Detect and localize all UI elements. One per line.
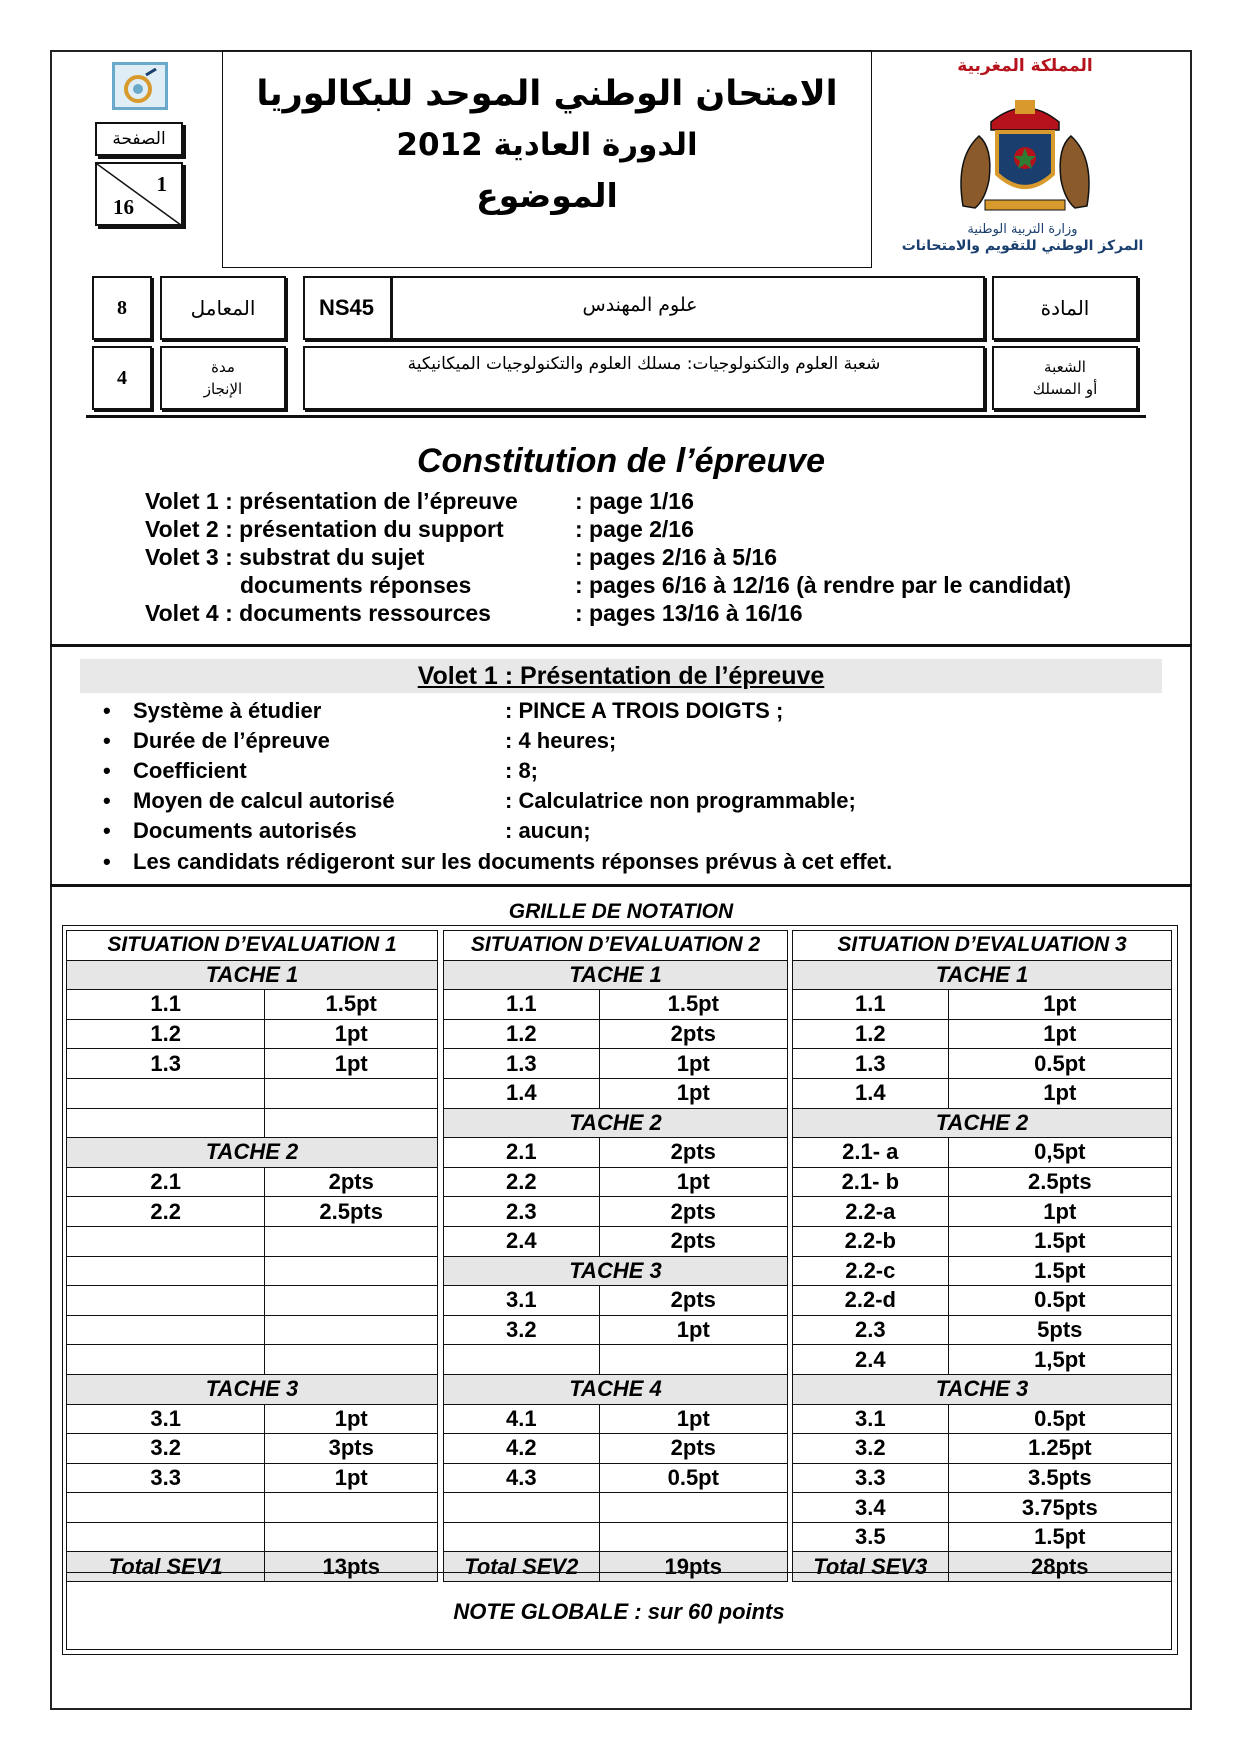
question-cell: 4.3 xyxy=(444,1463,600,1493)
question-cell: 2.2 xyxy=(444,1167,600,1197)
table-row xyxy=(444,1078,788,1108)
points-cell: 2pts xyxy=(599,1197,787,1227)
points-cell xyxy=(599,1493,787,1523)
points-cell: 1pt xyxy=(599,1167,787,1197)
points-cell: 0.5pt xyxy=(948,1286,1171,1316)
points-cell: 2pts xyxy=(599,1286,787,1316)
table-row xyxy=(793,990,1172,1020)
exam-session: الدورة العادية 2012 xyxy=(396,127,698,163)
table-row xyxy=(67,1226,438,1256)
question-cell: 2.1 xyxy=(67,1167,265,1197)
exam-title: الامتحان الوطني الموحد للبكالوريا xyxy=(256,74,838,114)
constitution-row xyxy=(145,515,694,543)
points-cell: 0,5pt xyxy=(948,1138,1171,1168)
table-row xyxy=(67,990,438,1020)
constitution-row-value: : page 2/16 xyxy=(575,516,694,542)
task-label: TACHE 2 xyxy=(793,1108,1172,1138)
task-header-row xyxy=(67,1374,438,1404)
question-cell: 1.1 xyxy=(793,990,949,1020)
task-label: TACHE 1 xyxy=(444,960,788,990)
table-row xyxy=(444,1315,788,1345)
points-cell: 1pt xyxy=(265,1019,438,1049)
table-row xyxy=(444,1345,788,1375)
header-rule xyxy=(86,415,1146,418)
question-cell: 1.2 xyxy=(793,1019,949,1049)
grille-title: GRILLE DE NOTATION xyxy=(508,900,734,923)
question-cell: 2.1 xyxy=(444,1138,600,1168)
points-cell: 2pts xyxy=(599,1434,787,1464)
task-label: TACHE 3 xyxy=(444,1256,788,1286)
table-row xyxy=(793,1078,1172,1108)
list-item-value: Les candidats rédigeront sur les documents réponses prévus à cet effet. xyxy=(133,849,893,874)
ministry-label xyxy=(895,222,1150,254)
table-row xyxy=(67,1522,438,1552)
exam-title-box xyxy=(222,50,872,268)
table-row xyxy=(444,1434,788,1464)
list-item-value: : 8; xyxy=(505,758,538,783)
branch-label xyxy=(992,346,1138,410)
points-cell: 1,5pt xyxy=(948,1345,1171,1375)
grid-heading-row xyxy=(67,931,438,961)
question-cell: 3.2 xyxy=(67,1434,265,1464)
constitution-row-value: : pages 2/16 à 5/16 xyxy=(575,544,778,570)
task-label: TACHE 3 xyxy=(67,1374,438,1404)
constitution-row-label: Volet 3 : substrat du sujet xyxy=(145,544,425,570)
list-item: • Système à étudier : PINCE A TROIS DOIGTS ; xyxy=(103,696,783,726)
question-cell: 2.2-b xyxy=(793,1226,949,1256)
table-row xyxy=(793,1463,1172,1493)
section-separator xyxy=(50,644,1192,647)
question-cell: 3.1 xyxy=(793,1404,949,1434)
exam-code: NS45 xyxy=(303,276,393,340)
table-row xyxy=(67,1078,438,1108)
list-item: • Coefficient : 8; xyxy=(103,756,538,786)
coefficient-label: المعامل xyxy=(160,276,286,340)
table-row xyxy=(793,1404,1172,1434)
question-cell: 3.3 xyxy=(793,1463,949,1493)
list-item-value: : Calculatrice non programmable; xyxy=(505,788,856,813)
question-cell: 1.3 xyxy=(67,1049,265,1079)
table-row xyxy=(67,1286,438,1316)
points-cell: 1pt xyxy=(599,1315,787,1345)
subject-label: المادة xyxy=(992,276,1138,340)
question-cell xyxy=(67,1108,265,1138)
points-cell: 1pt xyxy=(265,1049,438,1079)
list-item-label: Système à étudier xyxy=(133,698,322,723)
list-item: • Durée de l’épreuve : 4 heures; xyxy=(103,726,616,756)
task-header-row xyxy=(67,1138,438,1168)
task-label: TACHE 2 xyxy=(67,1138,438,1168)
points-cell: 1pt xyxy=(948,1078,1171,1108)
duration-label-2: الإنجاز xyxy=(203,380,243,398)
table-row xyxy=(793,1049,1172,1079)
table-row xyxy=(793,1019,1172,1049)
points-cell: 1.25pt xyxy=(948,1434,1171,1464)
task-header-row xyxy=(444,960,788,990)
points-cell: 1.5pt xyxy=(948,1256,1171,1286)
question-cell xyxy=(67,1522,265,1552)
table-row xyxy=(67,1108,438,1138)
points-cell: 1pt xyxy=(265,1404,438,1434)
task-label: TACHE 1 xyxy=(67,960,438,990)
volet1-title xyxy=(80,660,1162,692)
table-row xyxy=(67,1493,438,1523)
table-row xyxy=(793,1256,1172,1286)
points-cell: 2pts xyxy=(599,1138,787,1168)
page-number-box xyxy=(95,162,183,226)
task-label: TACHE 4 xyxy=(444,1374,788,1404)
table-row xyxy=(444,1522,788,1552)
question-cell xyxy=(67,1315,265,1345)
subject-name: علوم المهندس xyxy=(582,294,698,316)
task-header-row xyxy=(793,960,1172,990)
task-header-row xyxy=(793,1108,1172,1138)
points-cell: 2pts xyxy=(265,1167,438,1197)
table-row xyxy=(67,1345,438,1375)
points-cell xyxy=(599,1522,787,1552)
constitution-row xyxy=(145,571,1071,599)
table-row xyxy=(793,1434,1172,1464)
question-cell xyxy=(67,1078,265,1108)
grid-heading-row xyxy=(793,931,1172,961)
constitution-row-value: : page 1/16 xyxy=(575,488,694,514)
question-cell: 1.3 xyxy=(444,1049,600,1079)
situation-heading: SITUATION D’EVALUATION 1 xyxy=(67,931,438,961)
task-label: TACHE 1 xyxy=(793,960,1172,990)
grid-column-sev3 xyxy=(792,930,1172,1582)
table-row xyxy=(67,1256,438,1286)
question-cell: 3.2 xyxy=(793,1434,949,1464)
branch-label-2: أو المسلك xyxy=(1032,380,1098,398)
points-cell xyxy=(265,1256,438,1286)
points-cell: 3.75pts xyxy=(948,1493,1171,1523)
page-number: 1 xyxy=(156,172,167,196)
table-row xyxy=(444,1404,788,1434)
points-cell xyxy=(265,1345,438,1375)
note-globale: NOTE GLOBALE : sur 60 points xyxy=(66,1572,1172,1650)
points-cell: 0.5pt xyxy=(948,1049,1171,1079)
question-cell: 3.4 xyxy=(793,1493,949,1523)
exam-center-logo xyxy=(112,62,168,110)
list-item-value: : aucun; xyxy=(505,818,591,843)
table-row xyxy=(444,990,788,1020)
points-cell: 1pt xyxy=(599,1049,787,1079)
section-separator xyxy=(50,884,1192,887)
points-cell: 2.5pts xyxy=(948,1167,1171,1197)
task-header-row xyxy=(444,1108,788,1138)
points-cell xyxy=(265,1286,438,1316)
points-cell: 2.5pts xyxy=(265,1197,438,1227)
coefficient-value: 8 xyxy=(92,276,152,340)
table-row xyxy=(793,1315,1172,1345)
branch-label-1: الشعبة xyxy=(1044,358,1086,376)
constitution-row-value: : pages 13/16 à 16/16 xyxy=(575,600,803,626)
table-row xyxy=(67,1197,438,1227)
list-item-value: : PINCE A TROIS DOIGTS ; xyxy=(505,698,784,723)
points-cell: 2pts xyxy=(599,1226,787,1256)
question-cell: 1.4 xyxy=(444,1078,600,1108)
points-cell xyxy=(265,1522,438,1552)
constitution-title: Constitution de l’épreuve xyxy=(416,442,826,480)
points-cell xyxy=(265,1493,438,1523)
question-cell: 3.2 xyxy=(444,1315,600,1345)
table-row xyxy=(793,1522,1172,1552)
coat-of-arms-icon xyxy=(945,88,1105,221)
points-cell: 1pt xyxy=(948,1019,1171,1049)
points-cell xyxy=(599,1345,787,1375)
page-total: 16 xyxy=(113,195,134,219)
table-row xyxy=(793,1167,1172,1197)
constitution-row-label: Volet 1 : présentation de l’épreuve xyxy=(145,488,518,514)
question-cell xyxy=(67,1493,265,1523)
list-item: • Moyen de calcul autorisé : Calculatrice non programmable; xyxy=(103,786,856,816)
exam-subject-heading: الموضوع xyxy=(476,176,618,215)
list-item-label: Moyen de calcul autorisé xyxy=(133,788,395,813)
points-cell: 1pt xyxy=(599,1404,787,1434)
question-cell: 2.2 xyxy=(67,1197,265,1227)
question-cell: 2.1- a xyxy=(793,1138,949,1168)
situation-heading: SITUATION D’EVALUATION 3 xyxy=(793,931,1172,961)
constitution-row xyxy=(145,487,694,515)
question-cell: 3.1 xyxy=(444,1286,600,1316)
duration-label xyxy=(160,346,286,410)
total-points: 28pts xyxy=(948,1552,1171,1582)
table-row xyxy=(67,1049,438,1079)
grid-column-sev2 xyxy=(443,930,788,1582)
points-cell xyxy=(265,1226,438,1256)
list-item: • Les candidats rédigeront sur les documents réponses prévus à cet effet. xyxy=(103,849,893,874)
points-cell: 3pts xyxy=(265,1434,438,1464)
question-cell: 1.3 xyxy=(793,1049,949,1079)
question-cell: 1.1 xyxy=(444,990,600,1020)
ministry-name: وزارة التربية الوطنية xyxy=(967,222,1078,237)
total-points: 19pts xyxy=(599,1552,787,1582)
table-row xyxy=(444,1049,788,1079)
table-row xyxy=(444,1493,788,1523)
table-row xyxy=(67,1463,438,1493)
task-header-row xyxy=(444,1256,788,1286)
constitution-row-label: Volet 2 : présentation du support xyxy=(145,516,504,542)
table-row xyxy=(793,1197,1172,1227)
question-cell: 1.2 xyxy=(67,1019,265,1049)
points-cell: 5pts xyxy=(948,1315,1171,1345)
exam-center-name: المركز الوطني للتقويم والامتحانات xyxy=(901,238,1144,254)
question-cell: 4.1 xyxy=(444,1404,600,1434)
table-row xyxy=(793,1138,1172,1168)
question-cell: 2.4 xyxy=(793,1345,949,1375)
table-row xyxy=(444,1167,788,1197)
question-cell: 3.3 xyxy=(67,1463,265,1493)
table-row xyxy=(67,1404,438,1434)
situation-heading: SITUATION D’EVALUATION 2 xyxy=(444,931,788,961)
table-row xyxy=(444,1463,788,1493)
table-row xyxy=(444,1226,788,1256)
table-row xyxy=(67,1167,438,1197)
list-item-value: : 4 heures; xyxy=(505,728,617,753)
table-row xyxy=(444,1138,788,1168)
total-label: Total SEV2 xyxy=(444,1552,600,1582)
question-cell: 2.4 xyxy=(444,1226,600,1256)
points-cell: 2pts xyxy=(599,1019,787,1049)
question-cell: 2.2-d xyxy=(793,1286,949,1316)
question-cell xyxy=(444,1522,600,1552)
list-item-label: Coefficient xyxy=(133,758,247,783)
list-item-label: Durée de l’épreuve xyxy=(133,728,330,753)
question-cell: 1.1 xyxy=(67,990,265,1020)
question-cell xyxy=(444,1493,600,1523)
points-cell: 1.5pt xyxy=(948,1226,1171,1256)
points-cell: 1.5pt xyxy=(948,1522,1171,1552)
table-row xyxy=(67,1434,438,1464)
constitution-row xyxy=(145,543,777,571)
branch-name: شعبة العلوم والتكنولوجيات: مسلك العلوم والتكنولوجيات الميكانيكية xyxy=(303,346,985,410)
points-cell: 1.5pt xyxy=(265,990,438,1020)
question-cell: 3.1 xyxy=(67,1404,265,1434)
grid-heading-row xyxy=(444,931,788,961)
task-header-row xyxy=(67,960,438,990)
question-cell: 3.5 xyxy=(793,1522,949,1552)
points-cell xyxy=(265,1108,438,1138)
points-cell: 1pt xyxy=(948,1197,1171,1227)
points-cell xyxy=(265,1078,438,1108)
duration-label-1: مدة xyxy=(211,358,235,376)
grid-column-sev1 xyxy=(66,930,438,1582)
constitution-row-label: Volet 4 : documents ressources xyxy=(145,600,491,626)
points-cell: 1pt xyxy=(599,1078,787,1108)
duration-value: 4 xyxy=(92,346,152,410)
table-row xyxy=(793,1226,1172,1256)
task-header-row xyxy=(793,1374,1172,1404)
question-cell: 2.2-c xyxy=(793,1256,949,1286)
table-row xyxy=(444,1286,788,1316)
table-row xyxy=(444,1019,788,1049)
table-row xyxy=(444,1197,788,1227)
volet1-title-text: Volet 1 : Présentation de l’épreuve xyxy=(417,662,825,690)
total-label: Total SEV1 xyxy=(67,1552,265,1582)
page-label: الصفحة xyxy=(95,122,183,156)
question-cell xyxy=(444,1345,600,1375)
task-header-row xyxy=(444,1374,788,1404)
question-cell xyxy=(67,1345,265,1375)
list-item: • Documents autorisés : aucun; xyxy=(103,816,591,846)
question-cell: 4.2 xyxy=(444,1434,600,1464)
table-row xyxy=(793,1345,1172,1375)
table-row xyxy=(67,1019,438,1049)
constitution-row-label: documents réponses xyxy=(240,572,472,598)
task-label: TACHE 3 xyxy=(793,1374,1172,1404)
points-cell: 1.5pt xyxy=(599,990,787,1020)
list-item-label: Documents autorisés xyxy=(133,818,357,843)
question-cell: 2.3 xyxy=(793,1315,949,1345)
question-cell: 2.2-a xyxy=(793,1197,949,1227)
points-cell: 0.5pt xyxy=(599,1463,787,1493)
total-label: Total SEV3 xyxy=(793,1552,949,1582)
points-cell: 1pt xyxy=(265,1463,438,1493)
question-cell: 1.4 xyxy=(793,1078,949,1108)
question-cell: 1.2 xyxy=(444,1019,600,1049)
points-cell xyxy=(265,1315,438,1345)
points-cell: 3.5pts xyxy=(948,1463,1171,1493)
kingdom-label: المملكة المغربية xyxy=(957,56,1093,76)
constitution-row xyxy=(145,599,803,627)
table-row xyxy=(793,1286,1172,1316)
constitution-row-value: : pages 6/16 à 12/16 (à rendre par le candidat) xyxy=(575,572,1071,598)
total-points: 13pts xyxy=(265,1552,438,1582)
question-cell xyxy=(67,1286,265,1316)
question-cell xyxy=(67,1226,265,1256)
points-cell: 1pt xyxy=(948,990,1171,1020)
task-label: TACHE 2 xyxy=(444,1108,788,1138)
question-cell: 2.3 xyxy=(444,1197,600,1227)
table-row xyxy=(67,1315,438,1345)
points-cell: 0.5pt xyxy=(948,1404,1171,1434)
question-cell xyxy=(67,1256,265,1286)
question-cell: 2.1- b xyxy=(793,1167,949,1197)
table-row xyxy=(793,1493,1172,1523)
